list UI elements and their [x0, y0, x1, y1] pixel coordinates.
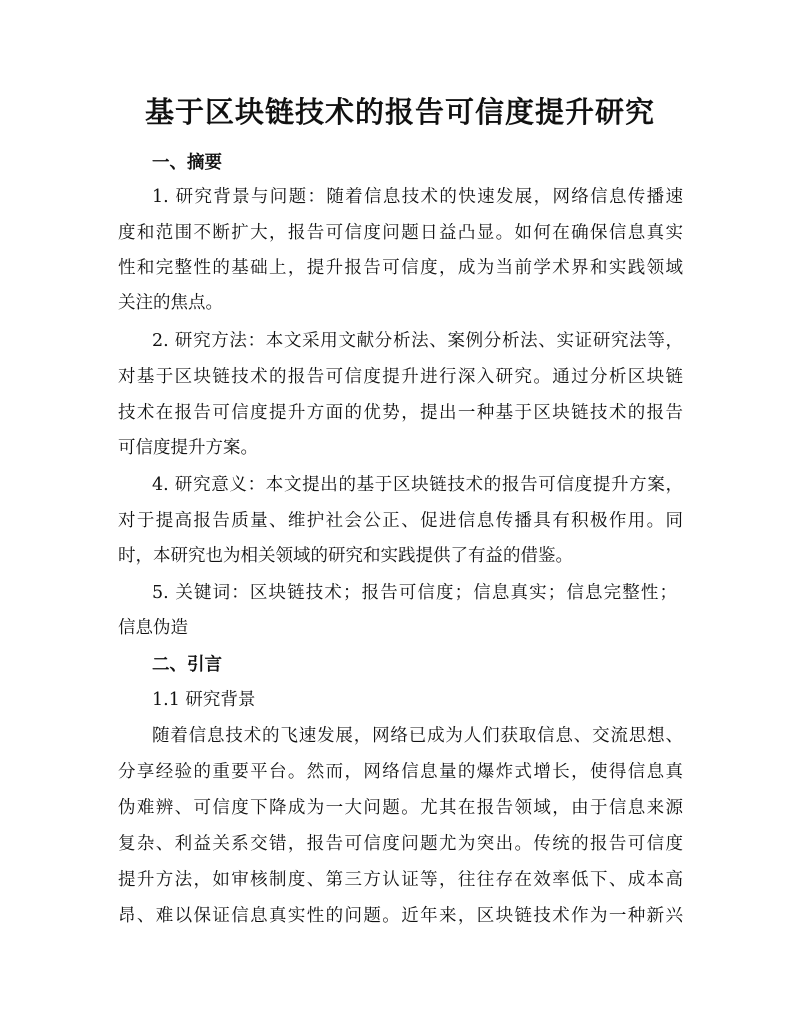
- document-title: 基于区块链技术的报告可信度提升研究: [144, 95, 655, 129]
- section-heading-abstract: 一、摘要: [152, 153, 222, 173]
- abstract-item-2-line-3: 技术在报告可信度提升方面的优势，提出一种基于区块链技术的报告: [118, 403, 683, 423]
- abstract-item-4-line-1: 4. 研究意义：本文提出的基于区块链技术的报告可信度提升方案，: [152, 475, 683, 495]
- intro-paragraph-line-1: 随着信息技术的飞速发展，网络已成为人们获取信息、交流思想、: [152, 726, 683, 746]
- intro-paragraph-line-4: 复杂、利益关系交错，报告可信度问题尤为突出。传统的报告可信度: [118, 834, 683, 854]
- intro-paragraph-line-6: 昂、难以保证信息真实性的问题。近年来，区块链技术作为一种新兴: [118, 906, 683, 926]
- intro-paragraph-line-2: 分享经验的重要平台。然而，网络信息量的爆炸式增长，使得信息真: [118, 762, 683, 782]
- abstract-item-5-line-2: 信息伪造: [118, 618, 188, 638]
- abstract-item-1-line-1: 1. 研究背景与问题：随着信息技术的快速发展，网络信息传播速: [152, 187, 683, 207]
- subsection-heading-research-background: 1.1 研究背景: [152, 690, 256, 710]
- abstract-item-1-line-4: 关注的焦点。: [118, 293, 223, 313]
- abstract-item-4-line-2: 对于提高报告质量、维护社会公正、促进信息传播具有积极作用。同: [118, 511, 683, 531]
- abstract-item-1-line-3: 性和完整性的基础上，提升报告可信度，成为当前学术界和实践领域: [118, 258, 683, 278]
- abstract-item-2-line-4: 可信度提升方案。: [118, 438, 258, 458]
- intro-paragraph-line-5: 提升方法，如审核制度、第三方认证等，往往存在效率低下、成本高: [118, 870, 683, 890]
- intro-paragraph-line-3: 伪难辨、可信度下降成为一大问题。尤其在报告领域，由于信息来源: [118, 798, 683, 818]
- abstract-item-2-line-1: 2. 研究方法：本文采用文献分析法、案例分析法、实证研究法等，: [152, 331, 683, 351]
- abstract-item-5-line-1: 5. 关键词：区块链技术；报告可信度；信息真实；信息完整性；: [152, 583, 677, 603]
- abstract-item-1-line-2: 度和范围不断扩大，报告可信度问题日益凸显。如何在确保信息真实: [118, 223, 683, 243]
- abstract-item-2-line-2: 对基于区块链技术的报告可信度提升进行深入研究。通过分析区块链: [118, 367, 683, 387]
- section-heading-introduction: 二、引言: [152, 655, 222, 675]
- abstract-item-4-line-3: 时，本研究也为相关领域的研究和实践提供了有益的借鉴。: [118, 546, 573, 566]
